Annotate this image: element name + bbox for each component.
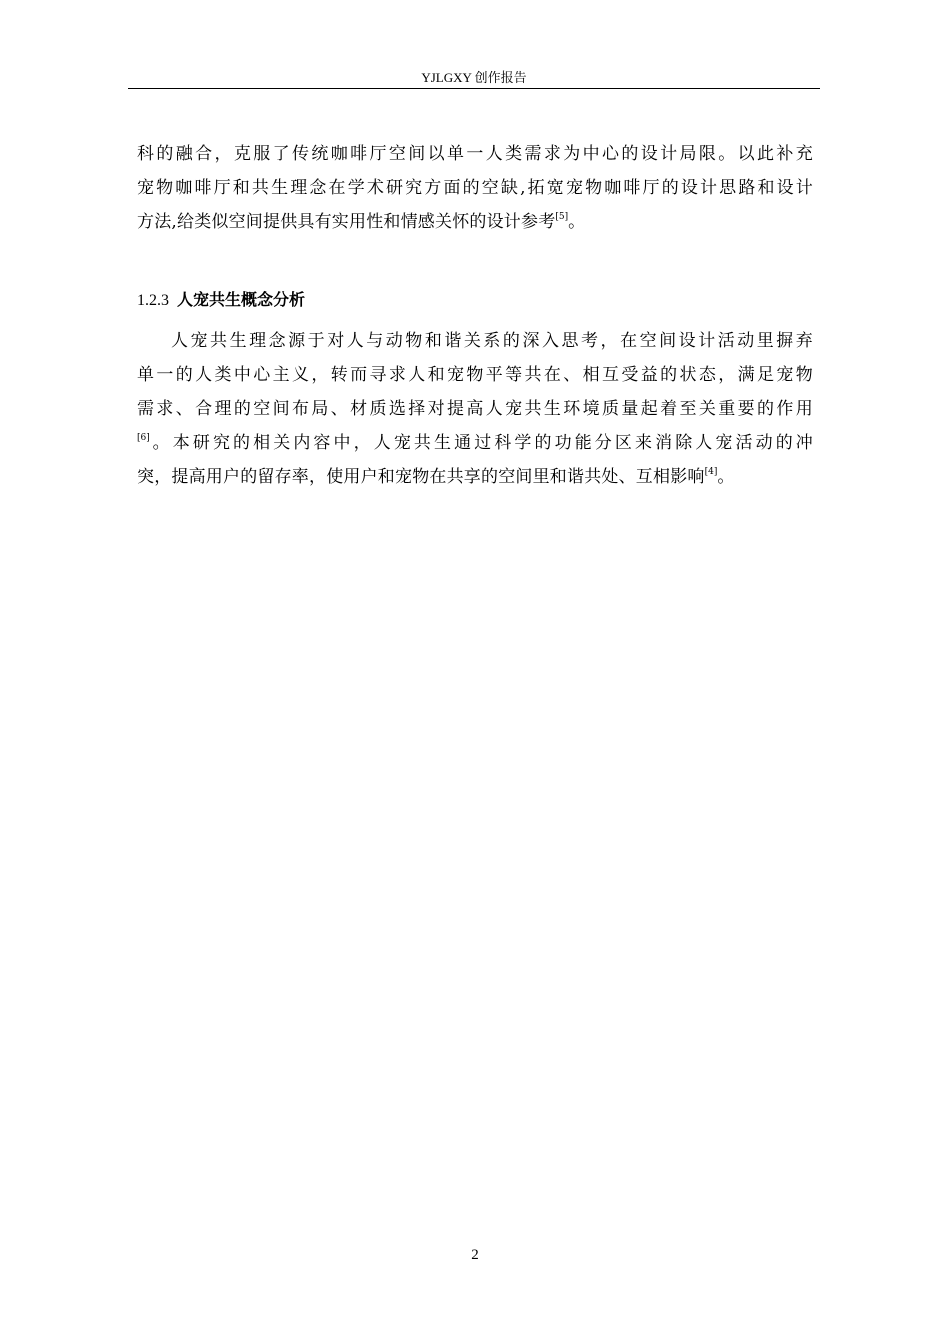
page-header: YJLGXY 创作报告 <box>421 70 527 85</box>
citation-ref: [5] <box>555 212 569 222</box>
section-number: 1.2.3 <box>137 292 169 309</box>
citation-ref: [6] <box>137 433 150 443</box>
paragraph-line <box>137 427 813 459</box>
paragraph-line: 需求、合理的空间布局、材质选择对提高人宠共生环境质量起着至关重要的作用 <box>137 399 813 419</box>
citation-ref: [4] <box>704 467 718 477</box>
section-heading <box>137 288 305 313</box>
page-number: 2 <box>471 1247 479 1263</box>
section-title: 人宠共生概念分析 <box>177 290 306 309</box>
paragraph-text: 方法,给类似空间提供具有实用性和情感关怀的设计参考 <box>137 212 556 232</box>
header-divider <box>128 88 820 89</box>
paragraph-text: 。本研究的相关内容中，人宠共生通过科学的功能分区来消除人宠活动的冲 <box>149 433 813 453</box>
paragraph-text: 突，提高用户的留存率，使用户和宠物在共享的空间里和谐共处、互相影响 <box>137 467 705 487</box>
paragraph-line: 人宠共生理念源于对人与动物和谐关系的深入思考，在空间设计活动里摒弃 <box>171 331 813 351</box>
paragraph-line <box>137 206 585 238</box>
paragraph-line <box>137 461 735 493</box>
paragraph-text: 。 <box>717 467 735 487</box>
paragraph-line: 科的融合，克服了传统咖啡厅空间以单一人类需求为中心的设计局限。以此补充 <box>137 144 813 164</box>
paragraph-line: 单一的人类中心主义，转而寻求人和宠物平等共在、相互受益的状态，满足宠物 <box>137 365 813 385</box>
paragraph-line: 宠物咖啡厅和共生理念在学术研究方面的空缺,拓宽宠物咖啡厅的设计思路和设计 <box>137 178 813 198</box>
paragraph-text: 。 <box>568 212 586 232</box>
